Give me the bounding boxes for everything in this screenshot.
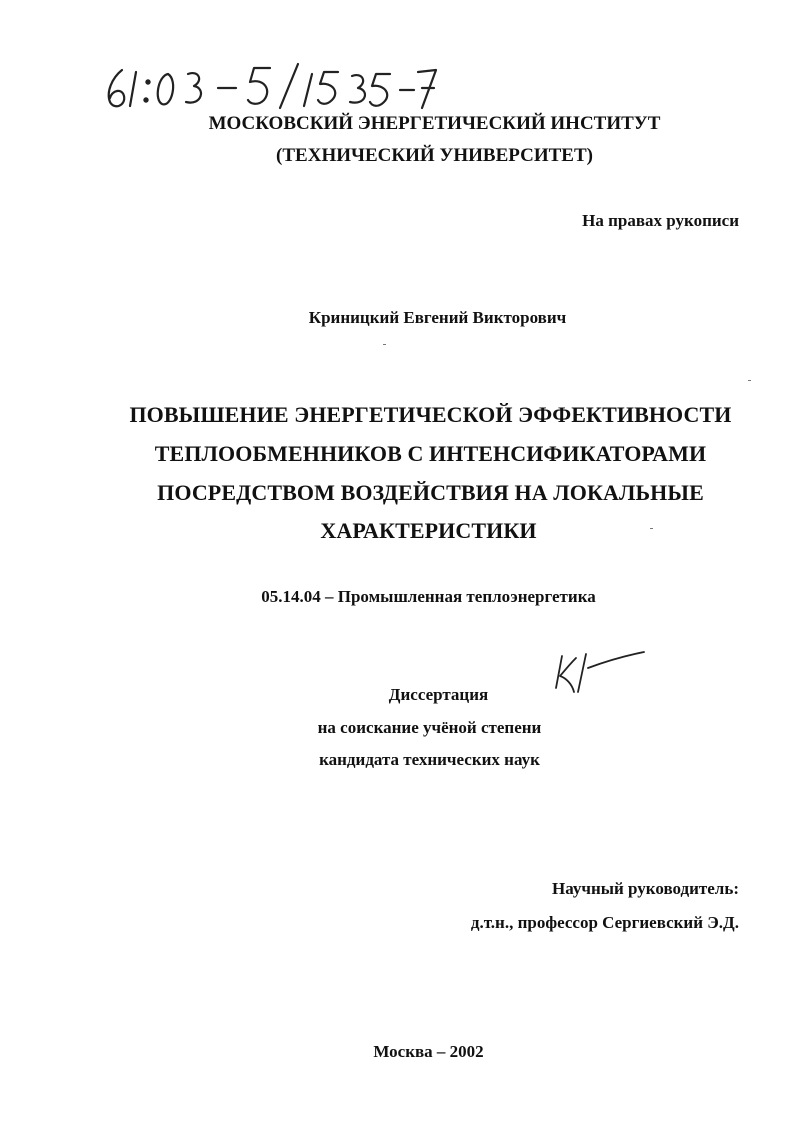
dissertation-degree: кандидата технических наук bbox=[319, 750, 540, 769]
manuscript-note: На правах рукописи bbox=[582, 211, 739, 230]
scan-speck bbox=[650, 528, 653, 529]
handwritten-archive-code bbox=[100, 58, 440, 114]
author-name: Криницкий Евгений Викторович bbox=[308, 308, 567, 327]
scan-speck bbox=[748, 380, 751, 381]
title-line-1: ПОВЫШЕНИЕ ЭНЕРГЕТИЧЕСКОЙ ЭФФЕКТИВНОСТИ bbox=[129, 402, 732, 427]
specialty-code: 05.14.04 – Промышленная теплоэнергетика bbox=[261, 587, 596, 606]
title-line-3: ПОСРЕДСТВОМ ВОЗДЕЙСТВИЯ НА ЛОКАЛЬНЫЕ bbox=[157, 480, 704, 505]
dissertation-purpose: на соискание учёной степени bbox=[317, 718, 542, 737]
title-line-4: ХАРАКТЕРИСТИКИ bbox=[320, 518, 537, 543]
place-year: Москва – 2002 bbox=[373, 1042, 484, 1061]
institution-name: МОСКОВСКИЙ ЭНЕРГЕТИЧЕСКИЙ ИНСТИТУТ bbox=[208, 113, 661, 134]
title-line-2: ТЕПЛООБМЕННИКОВ С ИНТЕНСИФИКАТОРАМИ bbox=[154, 441, 707, 466]
dissertation-type: Диссертация bbox=[388, 685, 489, 704]
supervisor-label: Научный руководитель: bbox=[552, 879, 739, 898]
scan-speck bbox=[383, 344, 386, 345]
signature-mark bbox=[548, 648, 648, 698]
institution-subtitle: (ТЕХНИЧЕСКИЙ УНИВЕРСИТЕТ) bbox=[276, 145, 593, 166]
supervisor-name: д.т.н., профессор Сергиевский Э.Д. bbox=[470, 913, 739, 932]
